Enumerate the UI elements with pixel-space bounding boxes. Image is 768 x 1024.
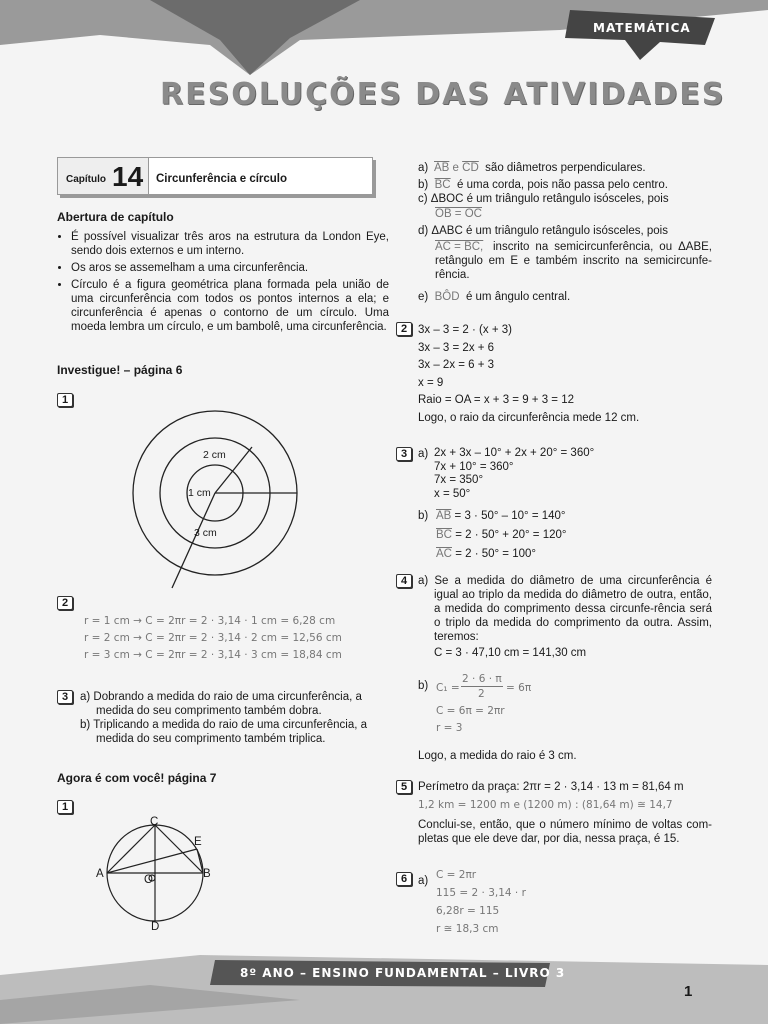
formula-line: r = 1 cm → C = 2πr = 2 · 3,14 · 1 cm = 6,28 cm	[84, 615, 336, 627]
q6-solution	[436, 866, 526, 938]
point-label-b: B	[203, 868, 211, 880]
fig1-label-2cm: 2 cm	[203, 449, 226, 461]
page-number: 1	[684, 983, 693, 1000]
q3b-label: b)	[418, 510, 429, 522]
q4b-label: b)	[418, 680, 429, 692]
agora-title: Agora é com você! página 7	[57, 771, 217, 785]
q1-answer-e: e) BÔD é um ângulo central.	[418, 291, 571, 303]
fig1-label-3cm: 3 cm	[194, 527, 217, 539]
q3a-label: a)	[418, 448, 429, 460]
q1-answer-d: d) ΔABC é um triângulo retângulo isósceles, pois	[418, 225, 668, 237]
q1-answer-c: c) ΔBOC é um triângulo retângulo isósceles, pois	[418, 193, 669, 205]
point-label-a: A	[96, 868, 104, 880]
q2-formulas	[84, 613, 342, 664]
q3b-solution	[436, 507, 567, 564]
opening-title: Abertura de capítulo	[57, 210, 174, 224]
page-title: RESOLUÇÕES DAS ATIVIDADES	[160, 77, 726, 112]
question-number: 3	[57, 690, 73, 704]
q4a-text: a) Se a medida do diâmetro de uma circunferência é igual ao triplo da medida do diâmetro de outra, então, a medida do comprimento dessa circunfe-rência será o triplo da medida do comprimento da outra. Assim, teremos:	[418, 575, 712, 643]
solution-line: Logo, o raio da circunferência mede 12 cm.	[418, 411, 640, 424]
footer-decoration	[0, 945, 768, 1024]
solution-line: $\overline{AB} = 3 \cdot 50^\circ - 10^\circ = 140^\circ$	[436, 510, 566, 522]
q2-solution	[418, 322, 639, 427]
q6a-label: a)	[418, 875, 429, 887]
formula-line: r = 3 cm → C = 2πr = 2 · 3,14 · 3 cm = 18,84 cm	[84, 649, 342, 661]
opening-bullets	[57, 230, 389, 337]
point-label-e: E	[194, 836, 202, 848]
chapter-number: 14	[112, 161, 144, 192]
solution-line: 7x + 10° = 360°	[434, 460, 514, 473]
q1-answer-a: a) $\overline{AB}$ e $\overline{CD}$ são diâmetros perpendiculares.	[418, 162, 646, 174]
solution-line: r ≅ 18,3 cm	[436, 923, 499, 935]
question-number: 3	[396, 447, 412, 461]
q1-answer-d-rest: inscrito na semicircunferência, ou ΔABE, retângulo em E e também inscrito na semicircunfe-rência.	[435, 241, 712, 281]
question-number: 4	[396, 574, 412, 588]
q4a-eq: C = 3 · 47,10 cm = 141,30 cm	[434, 647, 587, 659]
answer-a: a) Dobrando a medida do raio de uma circunferência, a medida do seu comprimento também dobra.	[80, 691, 362, 717]
investigue-title: Investigue! – página 6	[57, 363, 183, 377]
q3-answers	[80, 690, 376, 746]
q5-line2: 1,2 km = 1200 m e (1200 m) : (81,64 m) ≅ 14,7	[418, 799, 673, 811]
question-number: 2	[57, 596, 73, 610]
chapter-label-cell	[58, 158, 149, 194]
chapter-box	[57, 157, 373, 195]
solution-line: 2x + 3x – 10° + 2x + 20° = 360°	[434, 447, 595, 459]
solution-line: x = 50°	[434, 487, 471, 500]
q3a-solution	[434, 447, 594, 501]
question-number: 5	[396, 780, 412, 794]
solution-line: 3x – 3 = 2x + 6	[418, 341, 495, 354]
solution-line: Raio = OA = x + 3 = 9 + 3 = 12	[418, 394, 574, 406]
formula-line: r = 2 cm → C = 2πr = 2 · 3,14 · 2 cm = 12,56 cm	[84, 632, 342, 644]
solution-line: 3x – 2x = 6 + 3	[418, 359, 495, 371]
answer-b: b) Triplicando a medida do raio de uma circunferência, a medida do seu comprimento também triplica.	[80, 719, 368, 745]
concentric-circles-figure	[125, 405, 315, 595]
q4b-solution	[436, 703, 505, 737]
list-item: • Os aros se assemelham a uma circunferência.	[71, 261, 389, 275]
solution-line: r = 3	[436, 722, 463, 734]
list-item: • É possível visualizar três aros na estrutura da London Eye, sendo dois externos e um interno.	[71, 230, 389, 258]
chapter-name: Circunferência e círculo	[156, 173, 288, 185]
footer-band: 8º ANO – ENSINO FUNDAMENTAL – LIVRO 3	[240, 966, 566, 980]
q5-line3: Conclui-se, então, que o número mínimo de voltas com-pletas que ele deve dar, por dia, nessa praça, é 15.	[418, 819, 712, 845]
q1-answer-c-eq: OB = OC	[435, 208, 482, 220]
solution-line: 7x = 350°	[434, 474, 484, 486]
solution-line: C = 2πr	[436, 869, 477, 881]
q4-conclusion: Logo, a medida do raio é 3 cm.	[418, 750, 577, 762]
fig1-label-1cm: 1 cm	[188, 487, 211, 499]
solution-line: $\overline{AC} = 2 \cdot 50^\circ = 100^\circ$	[436, 548, 536, 560]
list-item: • Círculo é a figura geométrica plana formada pela união de uma circunferência com todos os pontos internos a ela; e circunferência é apenas o contorno de um círculo. Uma moeda lembra um círculo, e um bambolê, uma circunferência.	[71, 278, 389, 334]
chapter-label: Capítulo	[66, 174, 106, 185]
point-label-d: D	[151, 921, 160, 933]
subject-tag: MATEMÁTICA	[593, 21, 691, 35]
solution-line: 3x – 3 = 2 · (x + 3)	[418, 324, 512, 336]
question-number: 2	[396, 322, 412, 336]
point-label-c: C	[150, 816, 159, 828]
q1-answer-d-eq: AC = BC,	[435, 241, 484, 253]
solution-line: $\overline{BC} = 2 \cdot 50^\circ + 20^\circ = 120^\circ$	[436, 529, 567, 541]
question-number: 1	[57, 800, 73, 814]
q1-answer-b: b) $\overline{BC}$ é uma corda, pois não passa pelo centro.	[418, 179, 668, 191]
solution-line: 115 = 2 · 3,14 · r	[436, 887, 526, 899]
question-number: 1	[57, 393, 73, 407]
question-number: 6	[396, 872, 412, 886]
solution-line: C = 6π = 2πr	[436, 705, 505, 717]
point-label-o: O	[144, 874, 153, 886]
solution-line: 6,28r = 115	[436, 905, 500, 917]
q5-line1: Perímetro da praça: 2πr = 2 · 3,14 · 13 m = 81,64 m	[418, 781, 684, 793]
solution-line: x = 9	[418, 376, 444, 389]
circle-triangle-figure	[100, 818, 220, 938]
